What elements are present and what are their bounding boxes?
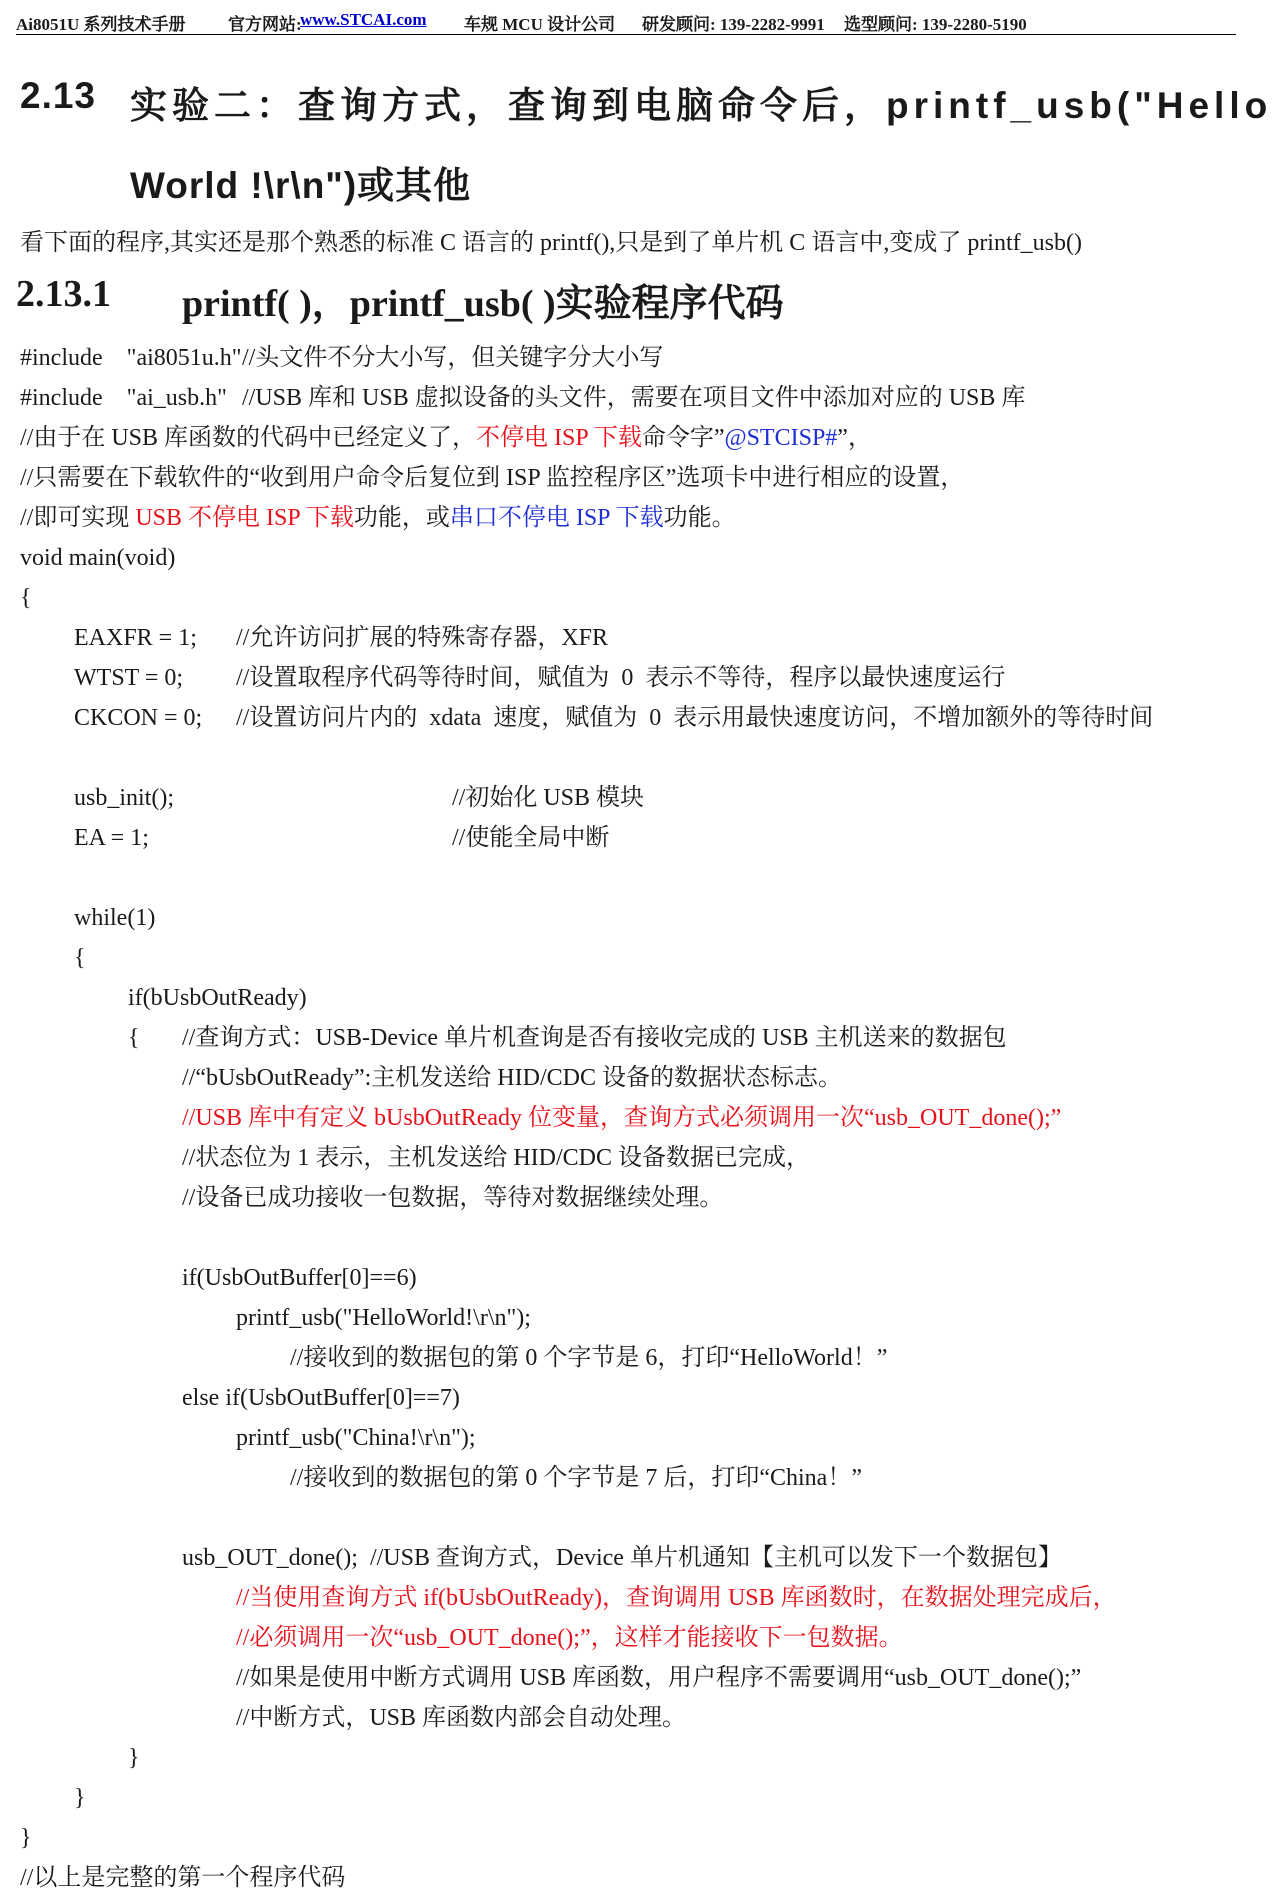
code-line [20,898,1240,938]
page-header [16,8,1236,35]
code-comment: //设备已成功接收一包数据，等待对数据继续处理。 [182,1185,724,1211]
code-line [20,418,1240,458]
code-text: usb_OUT_done(); //USB 查询方式，Device 单片机通知【主机可以发下一个数据包】 [182,1545,1062,1571]
code-line [20,498,1240,538]
blank-line [20,1218,1240,1258]
code-line [20,578,1240,618]
code-comment-red: //必须调用一次“usb_OUT_done();”，这样才能接收下一包数据。 [236,1625,903,1651]
code-text: void main(void) [20,545,176,571]
code-line [20,458,1240,498]
code-line [20,1738,1240,1778]
code-comment: //设置取程序代码等待时间，赋值为 0 表示不等待，程序以最快速度运行 [236,665,1006,691]
code-line [20,618,1240,658]
code-line [20,1018,1240,1058]
code-line [20,978,1240,1018]
code-comment: //查询方式：USB-Device 单片机查询是否有接收完成的 USB 主机送来的数据包 [182,1025,1007,1051]
code-text: } [20,1825,32,1851]
code-text: if(bUsbOutReady) [128,985,307,1011]
highlight-red: 不停电 ISP 下载 [476,425,642,451]
highlight-blue: @STCISP# [724,425,838,451]
blank-line [20,738,1240,778]
code-comment: //即可实现 [20,505,136,531]
code-line [20,378,1240,418]
code-line [20,1458,1240,1498]
section-number: 2.13 [20,75,97,116]
subsection-title: printf( )，printf_usb( )实验程序代码 [182,283,784,325]
code-line [20,1258,1240,1298]
code-listing [20,338,1240,1891]
code-text: printf_usb("HelloWorld!\r\n"); [236,1305,531,1331]
code-line [20,818,1240,858]
code-line [20,1378,1240,1418]
manual-title: Ai8051U 系列技术手册 [16,15,186,34]
code-text: } [128,1745,140,1771]
code-text: if(UsbOutBuffer[0]==6) [182,1265,417,1291]
company-tagline: 车规 MCU 设计公司 [464,15,616,34]
subsection-number: 2.13.1 [16,273,111,315]
code-comment: //以上是完整的第一个程序代码 [20,1865,346,1891]
code-text: { [20,585,32,611]
code-line [20,1138,1240,1178]
site-link[interactable]: www.STCAI.com [300,10,427,29]
code-text: while(1) [74,905,156,931]
code-line [20,1658,1240,1698]
code-line [20,698,1240,738]
dev-contact: 研发顾问: 139-2282-9991 [642,15,825,34]
code-comment: //如果是使用中断方式调用 USB 库函数，用户程序不需要调用“usb_OUT_done();” [236,1665,1082,1691]
code-line [20,1538,1240,1578]
code-line [20,338,1240,378]
code-text: EAXFR = 1; [74,625,197,651]
code-line [20,538,1240,578]
code-text: #include "ai_usb.h" [20,385,227,411]
code-comment-red: //USB 库中有定义 bUsbOutReady 位变量，查询方式必须调用一次“usb_OUT_done();” [182,1105,1062,1131]
highlight-blue: 串口不停电 ISP 下载 [449,505,664,531]
code-line [20,1818,1240,1858]
code-line [20,1338,1240,1378]
code-text: #include "ai8051u.h" [20,345,242,371]
code-comment: //设置访问片内的 xdata 速度，赋值为 0 表示用最快速度访问，不增加额外的等待时间 [236,705,1154,731]
code-line [20,1858,1240,1891]
code-line [20,658,1240,698]
code-comment: //头文件不分大小写，但关键字分大小写 [242,345,664,371]
section-title-line2: World !\r\n")或其他 [130,165,472,206]
code-comment: ”， [837,425,872,451]
code-text: WTST = 0; [74,665,184,691]
code-comment-red: //当使用查询方式 if(bUsbOutReady)，查询调用 USB 库函数时，在数据处理完成后， [236,1585,1117,1611]
code-text: EA = 1; [74,825,149,851]
code-line [20,1778,1240,1818]
site-label: 官方网站: [228,15,302,34]
code-line [20,778,1240,818]
code-comment: //接收到的数据包的第 0 个字节是 6，打印“HelloWorld！” [290,1345,888,1371]
code-text: CKCON = 0; [74,705,203,731]
code-comment: 功能，或 [353,505,450,531]
intro-paragraph: 看下面的程序,其实还是那个熟悉的标准 C 语言的 printf(),只是到了单片机 C 语言中,变成了 printf_usb() [20,230,1082,256]
code-comment: //初始化 USB 模块 [452,785,645,811]
code-text: else if(UsbOutBuffer[0]==7) [182,1385,460,1411]
code-comment: 功能。 [663,505,736,531]
code-text: usb_init(); [74,785,174,811]
code-comment: //状态位为 1 表示，主机发送给 HID/CDC 设备数据已完成， [182,1145,811,1171]
section-title-line1: 实验二：查询方式，查询到电脑命令后，printf_usb("Hello [130,85,1272,126]
code-comment: 命令字” [641,425,725,451]
blank-line [20,858,1240,898]
code-line [20,1418,1240,1458]
code-comment: //中断方式，USB 库函数内部会自动处理。 [236,1705,687,1731]
code-text: { [128,1025,140,1051]
code-comment: //只需要在下载软件的“收到用户命令后复位到 ISP 监控程序区”选项卡中进行相应的设置， [20,465,965,491]
blank-line [20,1498,1240,1538]
code-line [20,1298,1240,1338]
code-line [20,1058,1240,1098]
code-line [20,938,1240,978]
code-line [20,1178,1240,1218]
code-comment: //由于在 USB 库函数的代码中已经定义了， [20,425,477,451]
code-line [20,1098,1240,1138]
code-line [20,1578,1240,1618]
code-line [20,1618,1240,1658]
code-line [20,1698,1240,1738]
highlight-red: USB 不停电 ISP 下载 [135,505,354,531]
code-comment: //接收到的数据包的第 0 个字节是 7 后，打印“China！” [290,1465,862,1491]
code-text: } [74,1785,86,1811]
code-comment: //USB 库和 USB 虚拟设备的头文件，需要在项目文件中添加对应的 USB 库 [242,385,1026,411]
code-comment: //使能全局中断 [452,825,610,851]
code-comment: //允许访问扩展的特殊寄存器，XFR [236,625,609,651]
sel-contact: 选型顾问: 139-2280-5190 [844,15,1027,34]
code-comment: //“bUsbOutReady”:主机发送给 HID/CDC 设备的数据状态标志。 [182,1065,842,1091]
code-text: { [74,945,86,971]
code-text: printf_usb("China!\r\n"); [236,1425,476,1451]
